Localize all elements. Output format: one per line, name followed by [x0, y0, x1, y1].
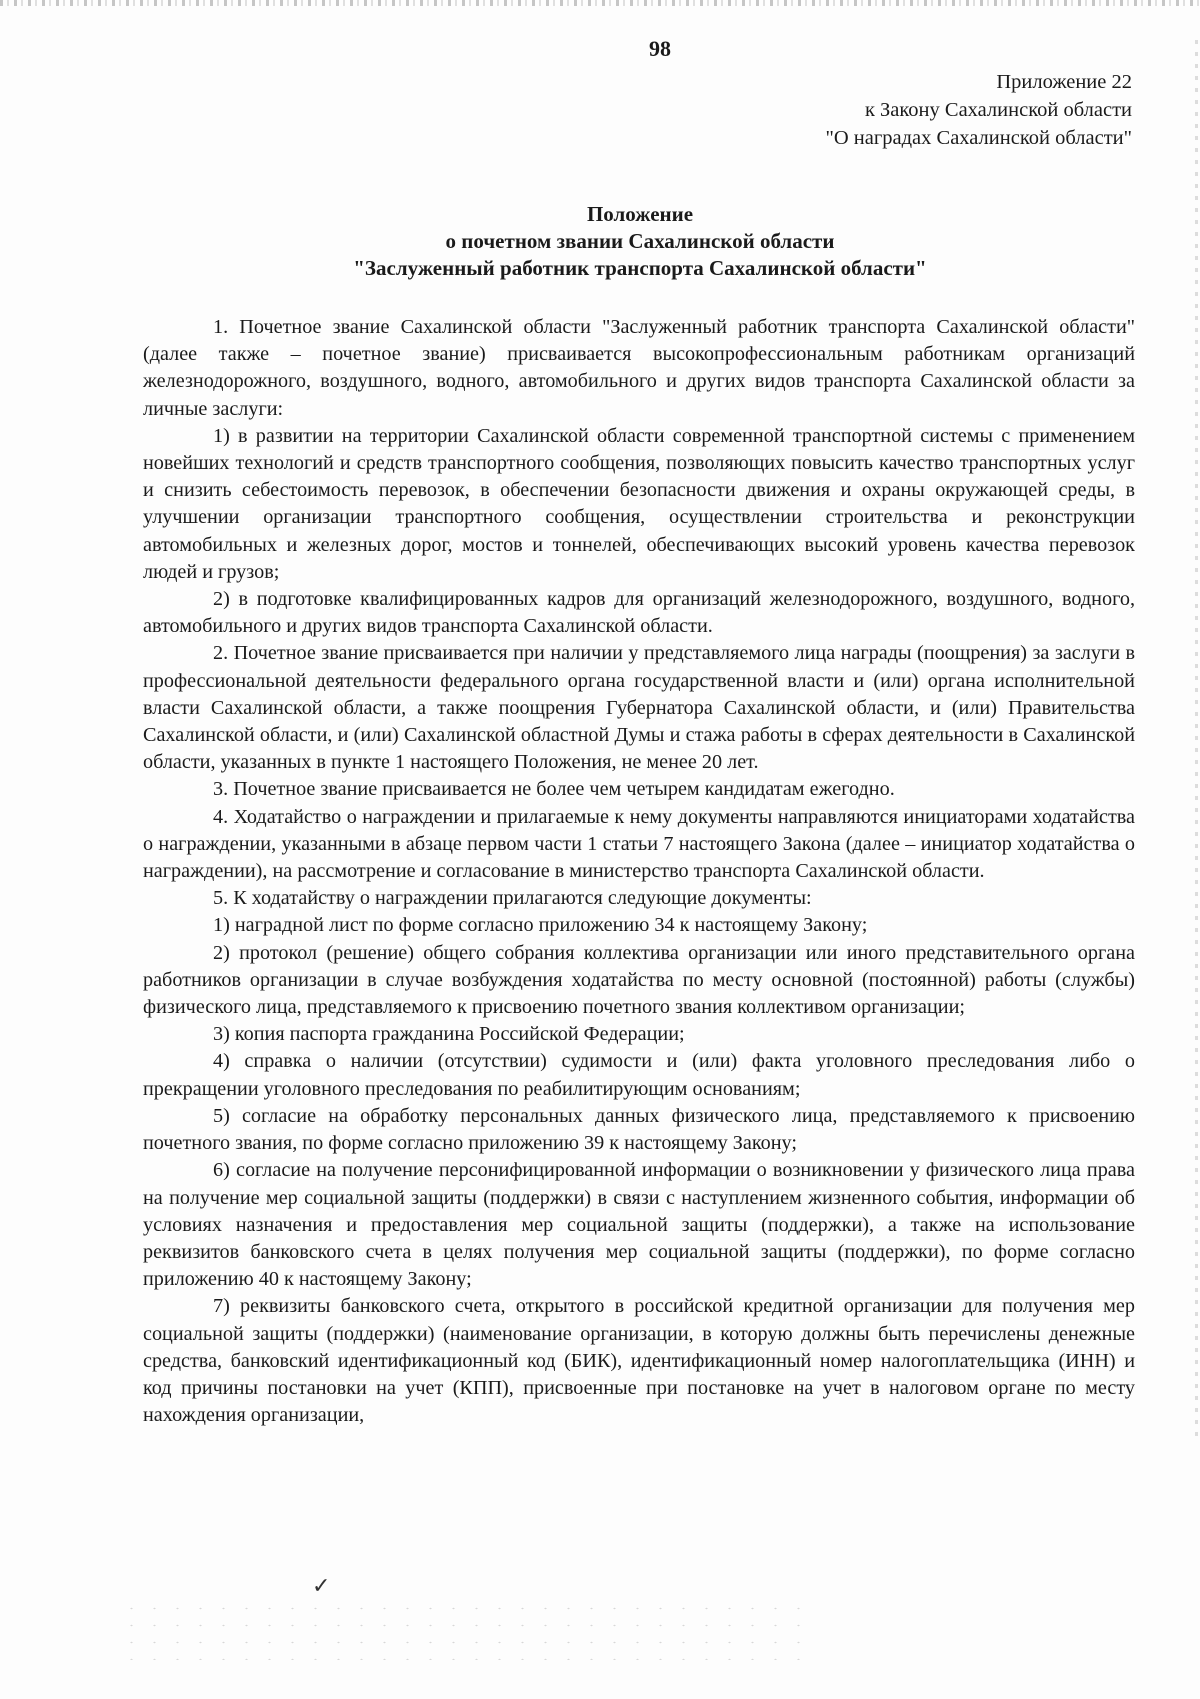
paragraph: 3. Почетное звание присваивается не более чем четырем кандидатам ежегодно. [213, 778, 895, 801]
scan-artifact-right [1195, 40, 1198, 1440]
document-title [140, 201, 1140, 282]
paragraph: 7) реквизиты банковского счета, открытого в российской кредитной организации для получения мер социальной защиты (поддержки) (наименование организации, в которую должны быть перечислены денежные средства, банковский идентификационный код (БИК), идентификационный номер налогоплательщика (ИНН) и код причины постановки на учет (КПП), присвоенные при постановке на учет в налоговом органе по месту нахождения организации, [143, 1295, 1135, 1427]
page-number: 98 [649, 36, 671, 61]
paragraph: 5) согласие на обработку персональных данных физического лица, представляемого к присвоению почетного звания, по форме согласно приложению 39 к настоящему Закону; [143, 1104, 1135, 1155]
title-line: Положение [586, 202, 694, 226]
paragraph: 6) согласие на получение персонифицированной информации о возникновении у физического лица права на получение мер социальной защиты (поддержки) в связи с наступлением жизненного события, информации об условиях назначения и предоставления мер социальной защиты (поддержки), а также на использование реквизитов банковского счета в целях получения мер социальной защиты (поддержки), по форме согласно приложению 40 к настоящему Закону; [143, 1159, 1135, 1291]
paragraph: 2) протокол (решение) общего собрания коллектива организации или иного представительного органа работников организации в случае возбуждения ходатайства по месту основной (постоянной) работы (службы) физического лица, представляемого к присвоению почетного звания коллективом организации; [143, 941, 1135, 1019]
paragraph: 1) в развитии на территории Сахалинской области современной транспортной системы с применением новейших технологий и средств транспортного сообщения, позволяющих повысить качество транспортных услуг и снизить себестоимость перевозок, в обеспечении безопасности движения и охраны окружающей среды, в улучшении организации транспортного сообщения, осуществлении строительства и реконструкции автомобильных и железных дорог, мостов и тоннелей, обеспечивающих высокий уровень качества перевозок людей и грузов; [143, 424, 1135, 583]
appendix-line: Приложение 22 [996, 71, 1132, 93]
appendix-line: "О наградах Сахалинской области" [825, 127, 1132, 149]
paragraph: 4. Ходатайство о награждении и прилагаемые к нему документы направляются инициаторами ходатайства о награждении, указанными в абзаце первом части 1 статьи 7 настоящего Закона (далее – инициатор ходатайства о награждении), на рассмотрение и согласование в министерство транспорта Сахалинской области. [143, 805, 1135, 883]
appendix-reference [826, 68, 1133, 152]
appendix-line: к Закону Сахалинской области [864, 99, 1132, 121]
title-line: "Заслуженный работник транспорта Сахалинской области" [353, 256, 927, 280]
paragraph: 2) в подготовке квалифицированных кадров для организаций железнодорожного, воздушного, водного, автомобильного и других видов транспорта Сахалинской области. [143, 588, 1135, 638]
paragraph: 1. Почетное звание Сахалинской области "Заслуженный работник транспорта Сахалинской области" (далее также – почетное звание) присваивается высокопрофессиональным работникам организаций железнодорожного, воздушного, водного, автомобильного и других видов транспорта Сахалинской области за личные заслуги: [143, 316, 1135, 420]
scan-noise-bottom [120, 1600, 820, 1660]
pen-mark: ✓ [312, 1573, 331, 1598]
title-line: о почетном звании Сахалинской области [445, 229, 835, 253]
paragraph: 2. Почетное звание присваивается при наличии у представляемого лица награды (поощрения) за заслуги в профессиональной деятельности федерального органа государственной власти и (или) органа исполнительной власти Сахалинской области, а также поощрения Губернатора Сахалинской области, и (или) Правительства Сахалинской области, и (или) Сахалинской областной Думы и стажа работы в сферах деятельности в Сахалинской области, указанных в пункте 1 настоящего Положения, не менее 20 лет. [143, 642, 1135, 774]
scan-artifact-top [0, 0, 1200, 6]
paragraph: 3) копия паспорта гражданина Российской Федерации; [213, 1023, 685, 1046]
document-body [143, 314, 1135, 1429]
paragraph: 4) справка о наличии (отсутствии) судимости и (или) факта уголовного преследования либо о прекращении уголовного преследования по реабилитирующим основаниям; [143, 1050, 1135, 1100]
paragraph: 1) наградной лист по форме согласно приложению 34 к настоящему Закону; [213, 914, 868, 937]
paragraph: 5. К ходатайству о награждении прилагаются следующие документы: [213, 887, 812, 910]
